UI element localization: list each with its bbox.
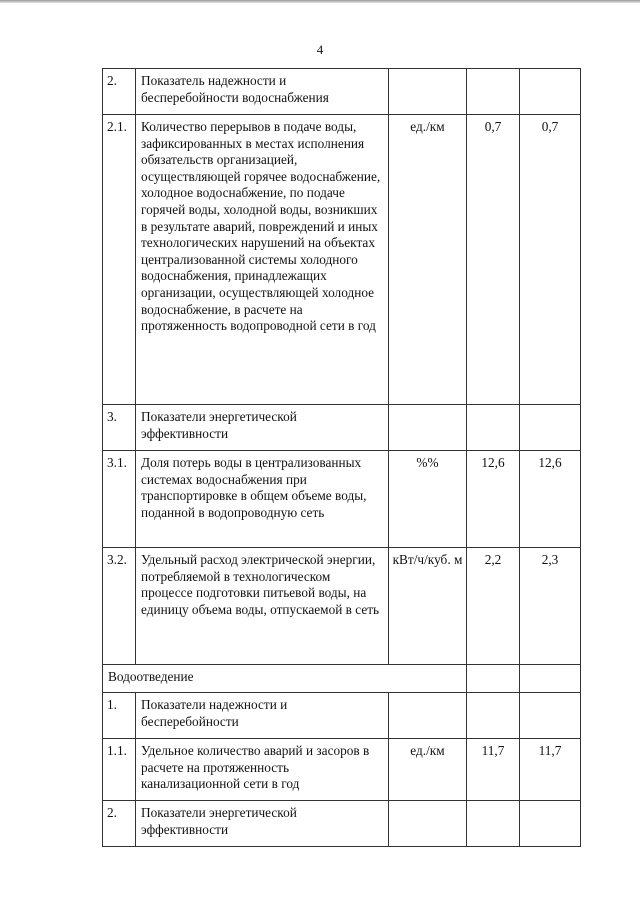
row-number: 3.: [103, 405, 136, 451]
section-title: Водоотведение: [103, 665, 467, 693]
value-cell-2: 12,6: [520, 451, 581, 548]
row-number: 3.2.: [103, 548, 136, 665]
unit-cell: [389, 69, 467, 115]
scan-edge: [0, 0, 640, 3]
value-cell-2: 0,7: [520, 115, 581, 405]
value-cell-2: [520, 665, 581, 693]
row-number: 1.: [103, 693, 136, 739]
indicator-name: Удельный расход электрической энергии, потребляемой в технологическом процессе подготовки питьевой воды, на единицу объема воды, отпускаемой в сеть: [136, 548, 389, 665]
table-row: [103, 739, 581, 801]
value-cell-1: 11,7: [467, 739, 520, 801]
value-cell-1: [467, 69, 520, 115]
value-cell-2: [520, 693, 581, 739]
value-cell-2: [520, 801, 581, 847]
unit-cell: [389, 693, 467, 739]
value-cell-1: [467, 693, 520, 739]
value-cell-1: 12,6: [467, 451, 520, 548]
table-row: [103, 451, 581, 548]
table-row: [103, 69, 581, 115]
table-row: [103, 548, 581, 665]
indicator-name: Удельное количество аварий и засоров в расчете на протяженность канализационной сети в год: [136, 739, 389, 801]
row-number: 2.1.: [103, 115, 136, 405]
row-number: 3.1.: [103, 451, 136, 548]
indicator-name: Показатели энергетической эффективности: [136, 801, 389, 847]
table-row: [103, 693, 581, 739]
page-number: 4: [316, 42, 324, 57]
indicator-name: Количество перерывов в подаче воды, зафиксированных в местах исполнения обязательств организацией, осуществляющей горячее водоснабжение, холодное водоснабжение, по подаче горячей воды, холодной воды, возникших в результате аварий, повреждений и иных технологических нарушений на объектах централизованной системы холодного водоснабжения, принадлежащих организации, осуществляющей холодное водоснабжение, в расчете на протяженность водопроводной сети в год: [136, 115, 389, 405]
value-cell-1: [467, 665, 520, 693]
unit-cell: ед./км: [389, 739, 467, 801]
value-cell-2: 2,3: [520, 548, 581, 665]
row-number: 2.: [103, 69, 136, 115]
table-row: [103, 115, 581, 405]
indicator-name: Доля потерь воды в централизованных системах водоснабжения при транспортировке в общем объеме воды, поданной в водопроводную сеть: [136, 451, 389, 548]
unit-cell: ед./км: [389, 115, 467, 405]
row-number: 1.1.: [103, 739, 136, 801]
unit-cell: кВт/ч/куб. м: [389, 548, 467, 665]
value-cell-2: [520, 405, 581, 451]
unit-cell: [389, 801, 467, 847]
unit-cell: %%: [389, 451, 467, 548]
row-number: 2.: [103, 801, 136, 847]
value-cell-2: [520, 69, 581, 115]
value-cell-2: 11,7: [520, 739, 581, 801]
value-cell-1: 2,2: [467, 548, 520, 665]
table-row: [103, 405, 581, 451]
indicator-name: Показатели энергетической эффективности: [136, 405, 389, 451]
value-cell-1: [467, 801, 520, 847]
value-cell-1: 0,7: [467, 115, 520, 405]
indicator-name: Показатели надежности и бесперебойности: [136, 693, 389, 739]
table-row: [103, 801, 581, 847]
unit-cell: [389, 405, 467, 451]
value-cell-1: [467, 405, 520, 451]
indicators-table: [102, 68, 581, 847]
section-row: [103, 665, 581, 693]
indicator-name: Показатель надежности и бесперебойности водоснабжения: [136, 69, 389, 115]
